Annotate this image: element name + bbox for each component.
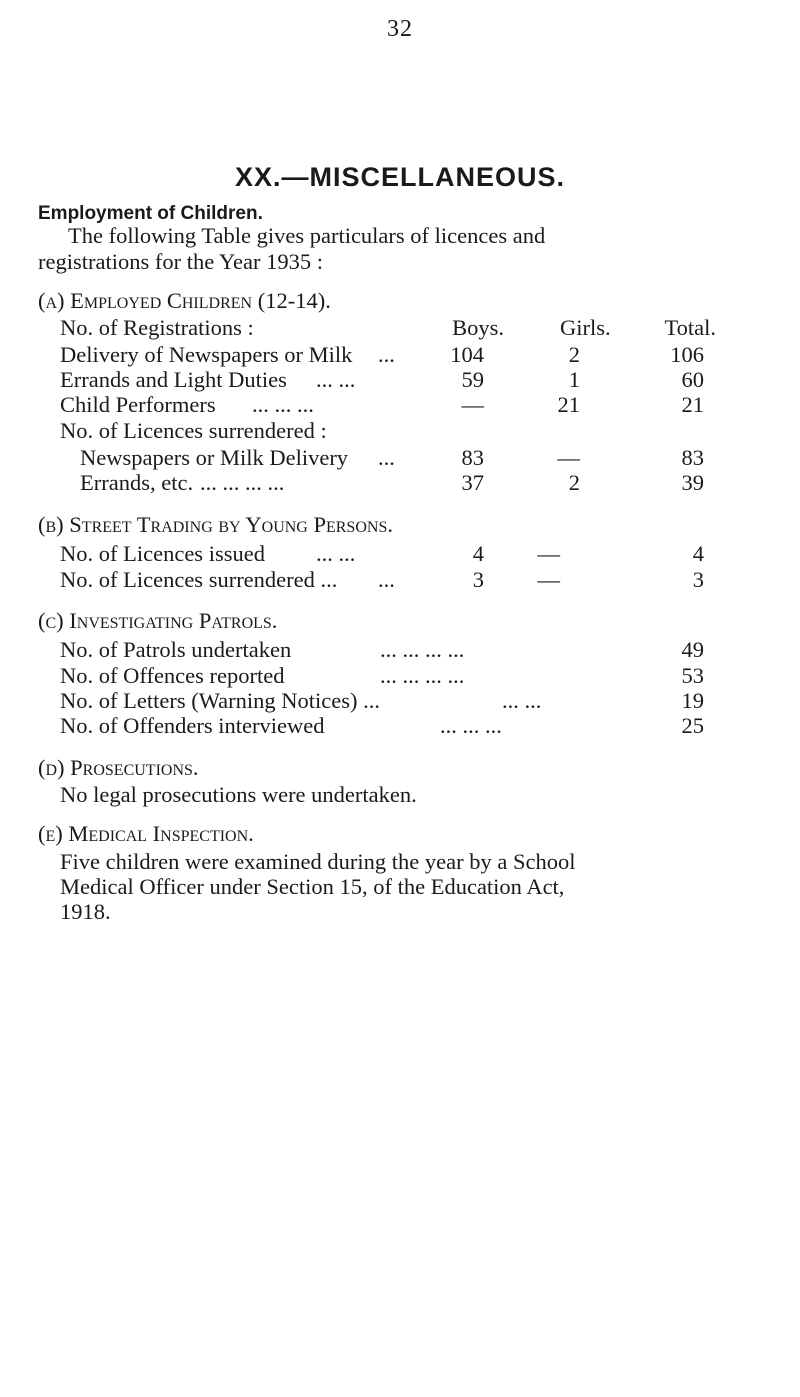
- section-c-title: (c) Investigating Patrols.: [38, 608, 278, 633]
- row-value: 53: [681, 663, 704, 688]
- row-boys: 4: [472, 541, 484, 566]
- intro-line-1: The following Table gives particulars of licences and: [68, 223, 546, 248]
- row-girls: 2: [568, 342, 580, 367]
- row-dots: ... ... ... ...: [200, 470, 285, 495]
- table-row: [60, 541, 800, 569]
- col-girls-header: Girls.: [560, 315, 611, 340]
- table-row: [60, 713, 800, 741]
- section-b-title: (b) Street Trading by Young Persons.: [38, 512, 393, 537]
- medical-line-3: 1918.: [60, 899, 111, 924]
- row-label: Errands and Light Duties: [60, 367, 287, 392]
- row-label: Errands, etc.: [80, 470, 194, 495]
- col-total-header: Total.: [664, 315, 716, 340]
- row-dots: ...: [378, 342, 395, 367]
- row-label: No. of Offenders interviewed: [60, 713, 325, 738]
- row-girls: —: [537, 567, 560, 592]
- row-girls: 2: [568, 470, 580, 495]
- row-boys: 3: [472, 567, 484, 592]
- row-dots: ...: [378, 567, 395, 592]
- table-row: [80, 470, 800, 498]
- row-dots: ... ...: [502, 688, 542, 713]
- row-value: 19: [681, 688, 704, 713]
- intro-line-2: registrations for the Year 1935 :: [38, 249, 323, 274]
- medical-line-2: Medical Officer under Section 15, of the Education Act,: [60, 874, 565, 899]
- medical-line-1: Five children were examined during the year by a School: [60, 849, 576, 874]
- row-label: No. of Licences surrendered ...: [60, 567, 338, 592]
- row-dots: ... ...: [316, 367, 356, 392]
- row-dots: ...: [378, 445, 395, 470]
- row-total: 106: [670, 342, 704, 367]
- row-girls: 21: [557, 392, 580, 417]
- row-total: 3: [692, 567, 704, 592]
- row-label: Child Performers: [60, 392, 216, 417]
- row-boys: 59: [461, 367, 484, 392]
- table-row: [60, 367, 800, 395]
- row-dots: ... ... ... ...: [380, 663, 465, 688]
- row-label: No. of Licences issued: [60, 541, 265, 566]
- section-e-title: (e) Medical Inspection.: [38, 821, 254, 846]
- row-dots: ... ... ...: [252, 392, 314, 417]
- page-number: 32: [387, 16, 413, 42]
- table-row: [80, 445, 800, 473]
- table-row: [60, 392, 800, 420]
- section-d-title: (d) Prosecutions.: [38, 755, 199, 780]
- table-row: [60, 688, 800, 716]
- registrations-header-row: [60, 315, 800, 343]
- row-boys: —: [461, 392, 484, 417]
- registrations-label: No. of Registrations :: [60, 315, 254, 340]
- surrendered-label: No. of Licences surrendered :: [60, 418, 327, 443]
- row-total: 83: [681, 445, 704, 470]
- row-label: No. of Letters (Warning Notices) ...: [60, 688, 380, 713]
- row-total: 21: [681, 392, 704, 417]
- table-row: [60, 663, 800, 691]
- row-label: No. of Patrols undertaken: [60, 637, 292, 662]
- row-total: 60: [681, 367, 704, 392]
- table-row: [60, 567, 800, 595]
- row-total: 39: [681, 470, 704, 495]
- subheading: Employment of Children.: [38, 203, 263, 224]
- row-girls: 1: [568, 367, 580, 392]
- row-value: 25: [681, 713, 704, 738]
- row-dots: ... ... ... ...: [380, 637, 465, 662]
- row-value: 49: [681, 637, 704, 662]
- row-boys: 83: [461, 445, 484, 470]
- row-label: Newspapers or Milk Delivery: [80, 445, 349, 470]
- row-boys: 37: [461, 470, 484, 495]
- section-a-title: (a) Employed Children (12-14).: [38, 288, 331, 313]
- row-total: 4: [692, 541, 704, 566]
- row-dots: ... ... ...: [440, 713, 502, 738]
- row-girls: —: [537, 541, 560, 566]
- row-label: Delivery of Newspapers or Milk: [60, 342, 353, 367]
- row-girls: —: [557, 445, 580, 470]
- row-label: No. of Offences reported: [60, 663, 285, 688]
- prosecutions-text: No legal prosecutions were undertaken.: [60, 782, 417, 807]
- table-row: [60, 342, 800, 370]
- table-row: [60, 637, 800, 665]
- col-boys-header: Boys.: [452, 315, 504, 340]
- section-heading: XX.—MISCELLANEOUS.: [234, 162, 566, 192]
- row-dots: ... ...: [316, 541, 356, 566]
- row-boys: 104: [450, 342, 484, 367]
